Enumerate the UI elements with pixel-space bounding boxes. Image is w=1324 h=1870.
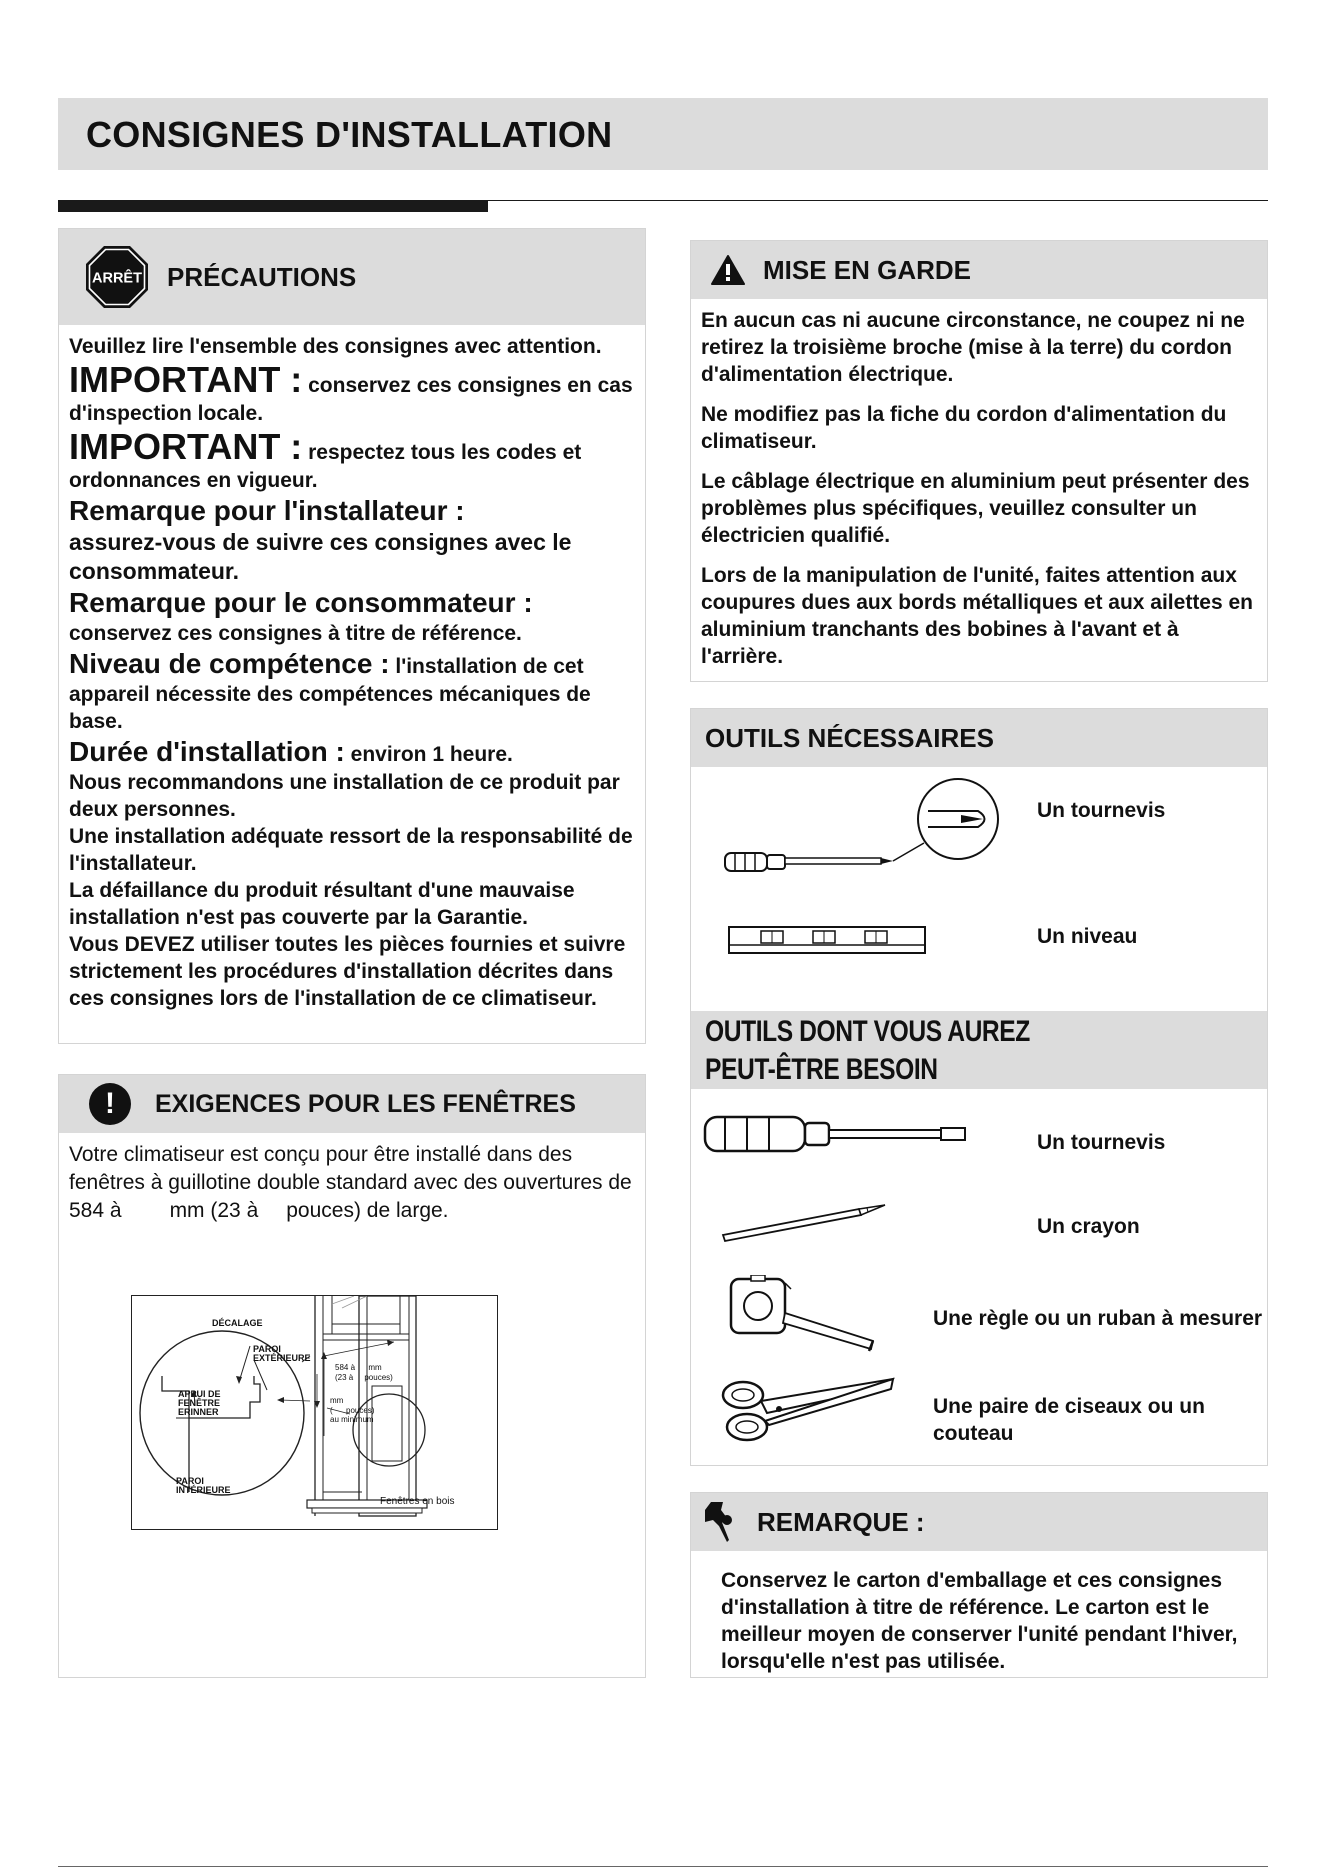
installer-note-title: Remarque pour l'installateur :: [69, 495, 465, 526]
precautions-title: PRÉCAUTIONS: [167, 261, 357, 292]
optional-pencil-label: Un crayon: [1037, 1215, 1140, 1238]
precautions-p3: La défaillance du produit résultant d'une mauvaise installation n'est pas couverte par la Garantie.: [69, 879, 575, 929]
caution-p3: Le câblage électrique en aluminium peut présenter des problèmes plus spécifiques, veuillez consulter un électricien qualifié.: [701, 470, 1250, 547]
pushpin-icon: [703, 1500, 741, 1544]
install-duration: [69, 735, 635, 769]
window-diagram: [131, 1295, 498, 1530]
skill-level-title: Niveau de compétence :: [69, 648, 390, 679]
installer-note-text: assurez-vous de suivre ces consignes avec le consommateur.: [69, 529, 572, 584]
diagram-label-exterior-wall-2: EXTÉRIEURE: [253, 1353, 311, 1363]
caution-title: MISE EN GARDE: [763, 254, 972, 285]
diagram-label-interior-wall-2: INTÉRIEURE: [176, 1485, 231, 1495]
tool-level-label: Un niveau: [1037, 925, 1138, 948]
precautions-header: [59, 229, 645, 325]
install-duration-title: Durée d'installation :: [69, 736, 345, 767]
important-2-text: respectez tous les codes et ordonnances en vigueur.: [69, 441, 582, 492]
diagram-minimum-2: ( pouces): [330, 1406, 375, 1415]
diagram-label-offset: DÉCALAGE: [212, 1318, 263, 1328]
stop-sign-icon: [85, 245, 149, 309]
diagram-label-exterior-wall-1: PAROI: [253, 1344, 281, 1354]
caution-p1: En aucun cas ni aucune circonstance, ne coupez ni ne retirez la troisième broche (mise à la terre) du cordon d'alimentation électrique.: [701, 309, 1245, 386]
rule-thick: [58, 200, 488, 212]
window-requirements-title: EXIGENCES POUR LES FENÊTRES: [155, 1089, 576, 1118]
precautions-intro: Veuillez lire l'ensemble des consignes avec attention.: [69, 335, 602, 358]
window-requirements-panel: [58, 1074, 646, 1678]
phillips-screwdriver-icon: [721, 777, 1021, 887]
optional-screwdriver-label: Un tournevis: [1037, 1131, 1166, 1154]
note-title: REMARQUE :: [757, 1506, 925, 1537]
optional-tools-header: [691, 1011, 1267, 1089]
window-requirements-text-a: Votre climatiseur est conçu pour être installé dans des fenêtres à guillotine double standard avec des ouvertures de 584 à: [69, 1143, 632, 1222]
caution-panel: [690, 240, 1268, 682]
important-2: [69, 427, 635, 494]
window-requirements-text: [59, 1133, 645, 1233]
precautions-body: [59, 325, 645, 1012]
window-requirements-text-b: mm (23 à: [169, 1199, 259, 1222]
exclamation-icon: !: [89, 1083, 131, 1125]
diagram-dimension-1: 584 à mm: [335, 1363, 382, 1372]
optional-tools-title-2: PEUT-ÊTRE BESOIN: [705, 1053, 938, 1086]
important-2-label: IMPORTANT :: [69, 426, 303, 467]
install-duration-text: environ 1 heure.: [344, 743, 513, 766]
diagram-label-sill-3: ERINNER: [178, 1407, 219, 1417]
window-requirements-header: [59, 1075, 645, 1133]
important-1: [69, 360, 635, 427]
diagram-label-sill-1: APPUI DE: [178, 1389, 221, 1399]
tape-measure-icon: [727, 1275, 877, 1355]
skill-level: [69, 647, 635, 735]
optional-tape-measure-label: Une règle ou un ruban à mesurer: [933, 1307, 1263, 1330]
skill-level-text: l'installation de cet appareil nécessite des compétences mécaniques de base.: [69, 655, 591, 733]
footer-line: [58, 1866, 1268, 1867]
diagram-minimum-1: mm: [330, 1396, 344, 1405]
tools-panel: [690, 708, 1268, 1466]
caution-p2: Ne modifiez pas la fiche du cordon d'alimentation du climatiseur.: [701, 403, 1227, 453]
scissors-icon: [717, 1373, 897, 1449]
diagram-label-interior-wall-1: PAROI: [176, 1476, 204, 1486]
tools-header: [691, 709, 1267, 767]
caution-header: [691, 241, 1267, 299]
consumer-note-text: conservez ces consignes à titre de référence.: [69, 622, 522, 645]
optional-scissors-label: Une paire de ciseaux ou un couteau: [933, 1395, 1205, 1445]
window-requirements-text-c: pouces) de large.: [286, 1199, 449, 1222]
optional-tools-title-1: OUTILS DONT VOUS AUREZ: [705, 1015, 1030, 1048]
caution-body: [691, 299, 1267, 691]
rule-thin: [488, 200, 1268, 201]
pencil-icon: [719, 1197, 889, 1247]
note-header: [691, 1493, 1267, 1551]
diagram-caption: Fenêtres en bois: [380, 1496, 455, 1507]
precautions-panel: [58, 228, 646, 1044]
caution-p4: Lors de la manipulation de l'unité, faites attention aux coupures dues aux bords métalliques et aux ailettes en aluminium tranchants des bobines à l'avant et à l'arrière.: [701, 564, 1254, 668]
important-1-text: conservez ces consignes en cas d'inspection locale.: [69, 374, 633, 425]
note-panel: [690, 1492, 1268, 1678]
precautions-p2: Une installation adéquate ressort de la responsabilité de l'installateur.: [69, 825, 633, 875]
diagram-minimum-3: au minimum: [330, 1415, 374, 1424]
level-icon: [727, 923, 927, 957]
flat-screwdriver-icon: [701, 1109, 971, 1159]
title-bar: [58, 98, 1268, 170]
precautions-p1: Nous recommandons une installation de ce produit par deux personnes.: [69, 771, 620, 821]
warning-icon: [711, 254, 745, 286]
diagram-label-sill-2: FENÊTRE: [178, 1398, 221, 1408]
page-title: CONSIGNES D'INSTALLATION: [86, 114, 613, 155]
diagram-dimension-2: (23 à pouces): [335, 1373, 393, 1382]
tools-title: OUTILS NÉCESSAIRES: [705, 722, 994, 753]
precautions-p4: Vous DEVEZ utiliser toutes les pièces fournies et suivre strictement les procédures d'installation décrites dans ces consignes lors de l'installation de ce climatiseur.: [69, 933, 626, 1010]
note-text: Conservez le carton d'emballage et ces consignes d'installation à titre de référence. Le carton est le meilleur moyen de conserver l'unité pendant l'hiver, lorsqu'elle n'est pas utilisée.: [721, 1569, 1238, 1673]
tool-screwdriver-label: Un tournevis: [1037, 799, 1166, 822]
consumer-note-title: Remarque pour le consommateur :: [69, 587, 533, 618]
important-1-label: IMPORTANT :: [69, 359, 303, 400]
stop-sign-label: ARRÊT: [92, 270, 142, 287]
